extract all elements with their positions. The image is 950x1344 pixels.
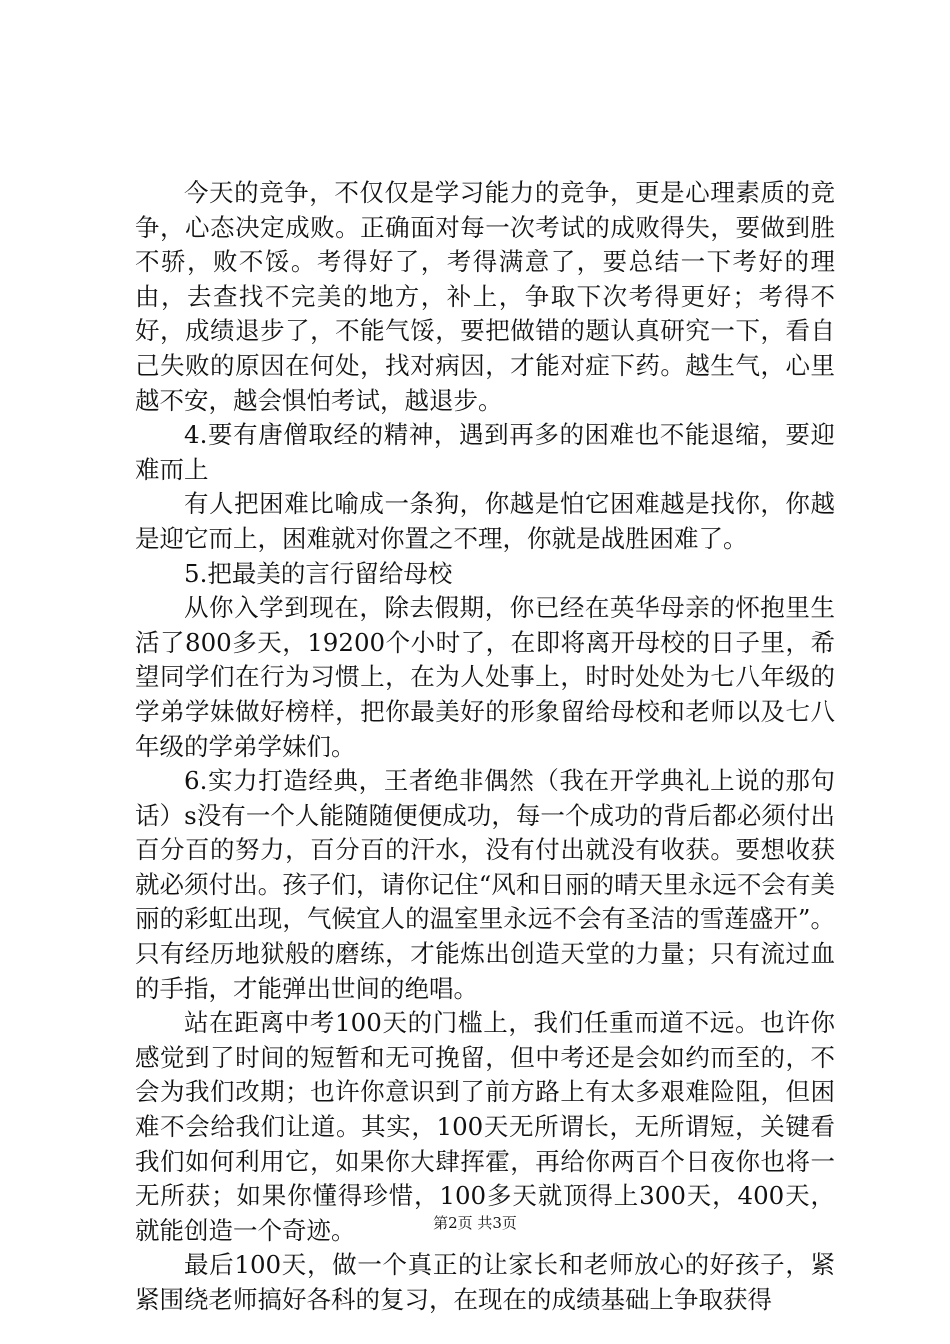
paragraph-point-6: 6.实力打造经典，王者绝非偶然（我在开学典礼上说的那句话）s没有一个人能随随便便成功，每一个成功的背后都必须付出百分百的努力，百分百的汗水，没有付出就没有收获。要想收获就必须付出。孩子们，请你记住“风和日丽的晴天里永远不会有美丽的彩虹出现，气候宜人的温室里永远不会有圣洁的雪莲盛开”。只有经历地狱般的磨练，才能炼出创造天堂的力量；只有流过血的手指，才能弹出世间的绝唱。: [135, 766, 835, 1003]
paragraph-100-days: 站在距离中考100天的门槛上，我们任重而道不远。也许你感觉到了时间的短暂和无可挽留，但中考还是会如约而至的，不会为我们改期；也许你意识到了前方路上有太多艰难险阻，但困难不会给我们让道。其实，100天无所谓长，无所谓短，关键看我们如何利用它，如果你大肆挥霍，再给你两百个日夜你也将一无所获；如果你懂得珍惜，100多天就顶得上300天，400天，就能创造一个奇迹。: [135, 1008, 835, 1245]
heading-point-5: 5.把最美的言行留给母校: [184, 558, 453, 588]
paragraph-difficulty: 有人把困难比喻成一条狗，你越是怕它困难越是找你，你越是迎它而上，困难就对你置之不理，你就是战胜困难了。: [135, 489, 835, 553]
paragraph-mentality: 今天的竞争，不仅仅是学习能力的竞争，更是心理素质的竞争，心态决定成败。正确面对每一次考试的成败得失，要做到胜不骄，败不馁。考得好了，考得满意了，要总结一下考好的理由，去查找不完美的地方，补上，争取下次考得更好；考得不好，成绩退步了，不能气馁，要把做错的题认真研究一下，看自己失败的原因在何处，找对病因，才能对症下药。越生气，心里越不安，越会惧怕考试，越退步。: [135, 178, 835, 415]
document-body: [135, 176, 835, 1318]
paragraph-final: 最后100天，做一个真正的让家长和老师放心的好孩子，紧紧围绕老师搞好各科的复习，在现在的成绩基础上争取获得: [135, 1250, 835, 1314]
paragraph-alma-mater: 从你入学到现在，除去假期，你已经在英华母亲的怀抱里生活了800多天，19200个小时了，在即将离开母校的日子里，希望同学们在行为习惯上，在为人处事上，时时处处为七八年级的学弟学妹做好榜样，把你最美好的形象留给母校和老师以及七八年级的学弟学妹们。: [135, 593, 835, 761]
heading-point-4: 4.要有唐僧取经的精神，遇到再多的困难也不能退缩，要迎难而上: [135, 420, 835, 484]
page-number-footer: 第2页 共3页: [433, 1214, 517, 1232]
